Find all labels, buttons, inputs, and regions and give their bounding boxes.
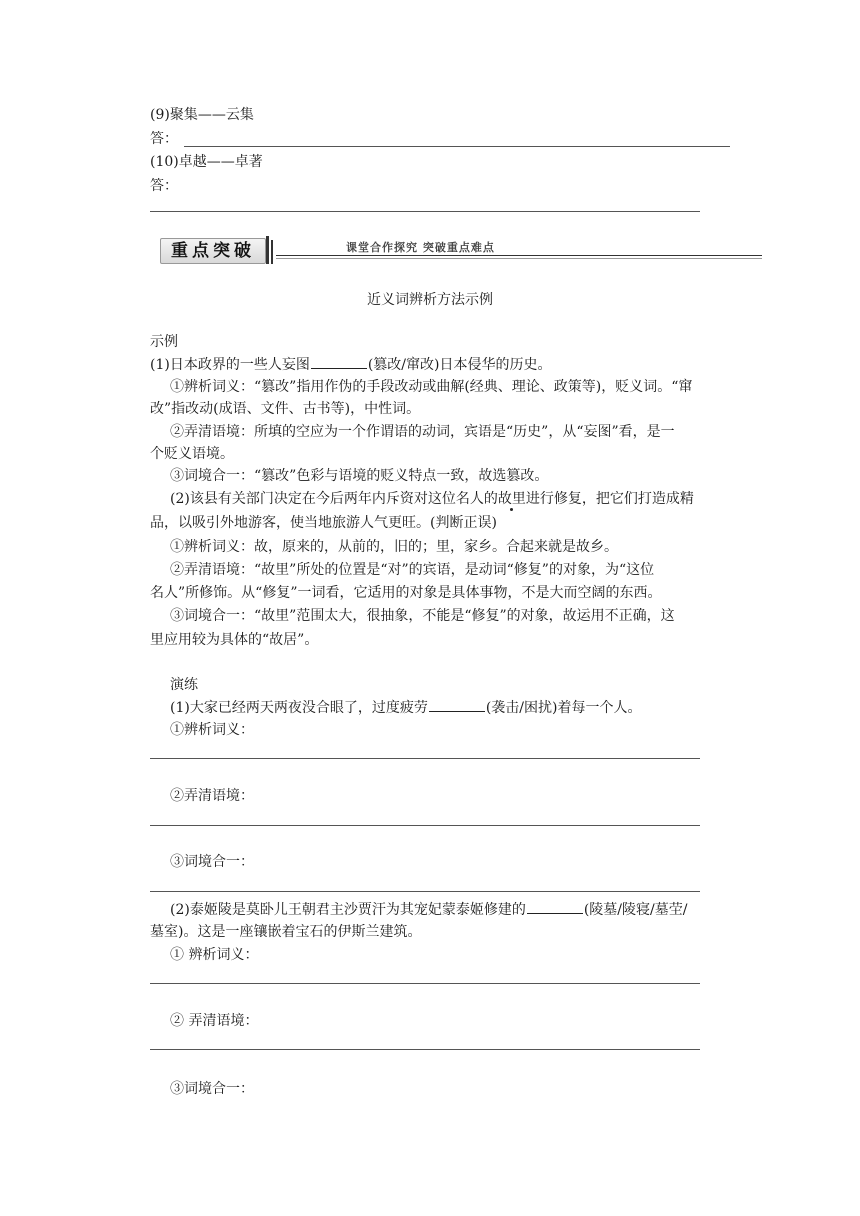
text: (2)泰姬陵是莫卧儿王朝君主沙贾汗为其宠妃蒙泰姬修建的 (170, 902, 526, 918)
practice-2-step-2: ② 弄清语境： (170, 1013, 259, 1029)
practice-heading: 演练 (170, 677, 198, 693)
text: (篡改/窜改)日本侵华的历史。 (367, 357, 552, 373)
example-2-step-3-cont: 里应用较为具体的“故居”。 (150, 632, 319, 648)
text: 进行修复，把它们打造成精 (525, 491, 694, 507)
example-1-step-2-cont: 个贬义语境。 (150, 446, 234, 462)
answer-line[interactable] (150, 891, 700, 892)
practice-1-step-3: ③词境合一： (170, 854, 254, 870)
answer-10-line[interactable] (150, 211, 700, 212)
text: (袭击/困扰)着每一个人。 (485, 700, 642, 716)
example-question-2 (170, 489, 694, 509)
banner-bar (271, 240, 273, 264)
text: (1)日本政界的一些人妄图 (150, 357, 310, 373)
section-banner (150, 236, 762, 266)
text: (陵墓/陵寝/墓茔/ (583, 902, 688, 918)
example-1-step-3: ③词境合一：“篡改”色彩与语境的贬义特点一致，故选篡改。 (170, 468, 549, 484)
example-1-step-2: ②弄清语境：所填的空应为一个作谓语的动词，宾语是“历史”，从“妄图”看，是一 (170, 424, 675, 440)
fill-blank[interactable] (527, 899, 583, 914)
banner-rule (276, 255, 762, 256)
answer-line[interactable] (150, 983, 700, 984)
question-10: (10)卓越——卓著 (150, 154, 263, 170)
answer-line[interactable] (150, 825, 700, 826)
answer-line[interactable] (150, 1049, 700, 1050)
emphasized-word: 故里 (497, 491, 526, 507)
answer-10-label: 答： (150, 178, 178, 194)
section-title: 近义词辨析方法示例 (367, 292, 493, 308)
practice-question-2 (170, 899, 687, 920)
fill-blank[interactable] (311, 354, 367, 369)
banner-bar (266, 236, 269, 264)
text: (2)该县有关部门决定在今后两年内斥资对这位名人的 (170, 491, 498, 507)
example-heading: 示例 (150, 334, 178, 350)
text: (1)大家已经两天两夜没合眼了，过度疲劳 (170, 700, 428, 716)
example-2-step-1: ①辨析词义：故，原来的，从前的，旧的；里，家乡。合起来就是故乡。 (170, 539, 618, 555)
practice-question-1 (170, 697, 641, 718)
fill-blank[interactable] (429, 697, 485, 712)
banner-subtitle: 课堂合作探究 突破重点难点 (346, 241, 495, 254)
example-question-2-cont: 品，以吸引外地游客，使当地旅游人气更旺。(判断正误) (150, 515, 497, 531)
banner-badge: 重点突破 (160, 238, 266, 264)
practice-question-2-cont: 墓室)。这是一座镶嵌着宝石的伊斯兰建筑。 (150, 924, 422, 940)
example-2-step-3: ③词境合一：“故里”范围太大，很抽象，不能是“修复”的对象，故运用不正确，这 (170, 608, 675, 624)
banner-rule (276, 258, 762, 259)
example-2-step-2-cont: 名人”所修饰。从“修复”一词看，它适用的对象是具体事物，不是大而空阔的东西。 (150, 585, 662, 601)
answer-9-label: 答： (150, 131, 178, 147)
practice-1-step-2: ②弄清语境： (170, 788, 254, 804)
practice-1-step-1: ①辨析词义： (170, 722, 254, 738)
question-9: (9)聚集——云集 (150, 107, 254, 123)
example-2-step-2: ②弄清语境：“故里”所处的位置是“对”的宾语，是动词“修复”的对象，为“这位 (170, 562, 655, 578)
answer-9-line[interactable] (184, 146, 730, 147)
practice-2-step-1: ① 辨析词义： (170, 947, 259, 963)
example-question-1 (150, 354, 551, 375)
practice-2-step-3: ③词境合一： (170, 1081, 254, 1097)
example-1-step-1-cont: 改”指改动(成语、文件、古书等)，中性词。 (150, 401, 421, 417)
example-1-step-1: ①辨析词义：“篡改”指用作伪的手段改动或曲解(经典、理论、政策等)，贬义词。“窜 (170, 379, 693, 395)
answer-line[interactable] (150, 758, 700, 759)
